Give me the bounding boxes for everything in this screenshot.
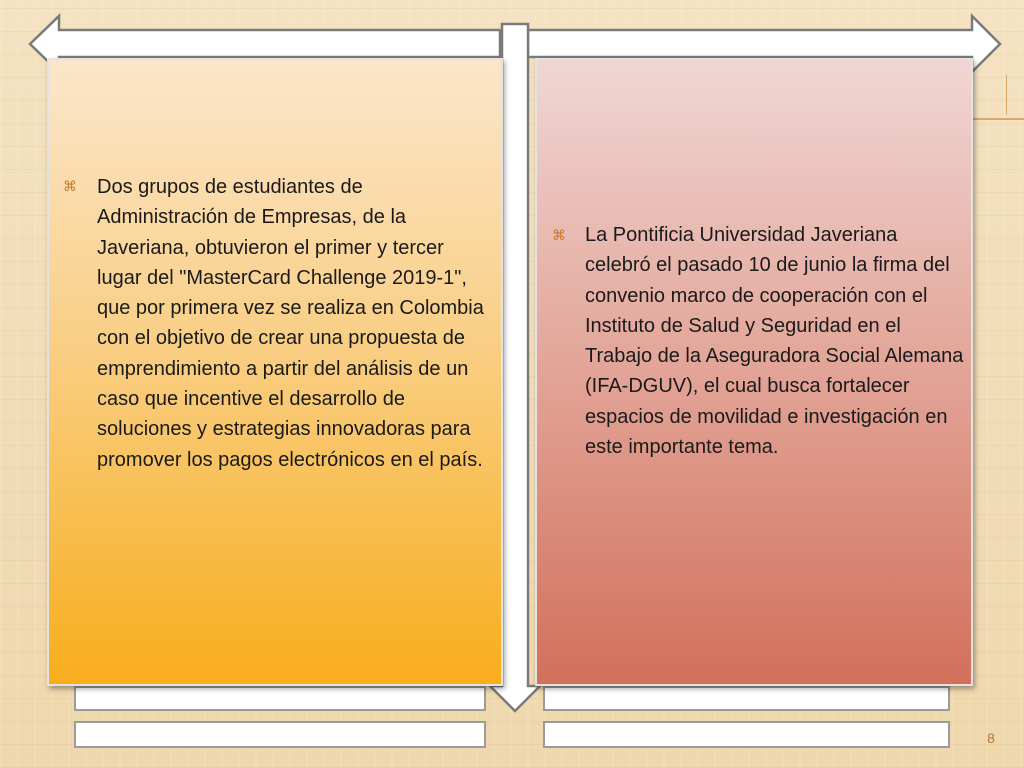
right-bullet-text: La Pontificia Universidad Javeriana celebró el pasado 10 de junio la firma del convenio marco de cooperación con el Instituto de Salud y Seguridad en el Trabajo de la Aseguradora Social Alemana (IFA-DGUV), el cual busca fortalecer espacios de movilidad e investigación en este importante tema. [585, 224, 964, 459]
x-bullet-icon: ⌘ [63, 179, 77, 195]
left-bullet-text: Dos grupos de estudiantes de Administración de Empresas, de la Javeriana, obtuvieron el primer y tercer lugar del "MasterCard Challenge 2019-1", que por primera vez se realiza en Colombia con el objetivo de crear una propuesta de emprendimiento a partir del análisis de un caso que incentive el desarrollo de soluciones y estrategias innovadoras para promover los pagos electrónicos en el país. [97, 176, 484, 471]
page-number: 8 [987, 730, 995, 746]
x-bullet-icon: ⌘ [552, 228, 566, 244]
